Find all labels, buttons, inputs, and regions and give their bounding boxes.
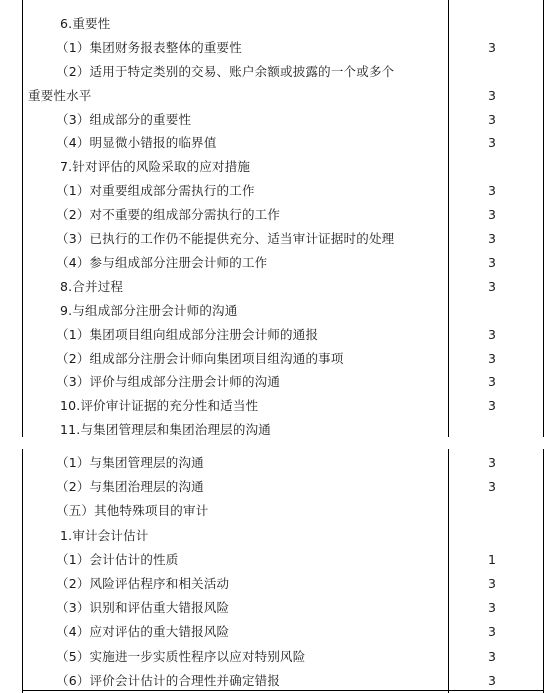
row-score: 3	[488, 648, 496, 664]
row-text: （2）组成部分注册会计师向集团项目组沟通的事项	[56, 350, 344, 366]
table-row	[0, 179, 549, 203]
table-row	[0, 299, 549, 323]
row-text: （2）适用于特定类别的交易、账户余额或披露的一个或多个	[56, 63, 395, 79]
row-text: （1）对重要组成部分需执行的工作	[56, 183, 255, 199]
row-score: 3	[488, 111, 496, 127]
row-score: 3	[488, 398, 496, 414]
row-text: （3）识别和评估重大错报风险	[56, 600, 230, 616]
table-row	[0, 645, 549, 669]
row-text: （3）已执行的工作仍不能提供充分、适当审计证据时的处理	[56, 231, 395, 246]
table-row	[0, 347, 549, 371]
table-row	[0, 620, 549, 644]
table-row	[0, 370, 549, 394]
table-row	[0, 418, 549, 437]
table-row	[0, 36, 549, 60]
table-row	[0, 203, 549, 227]
row-score: 3	[488, 600, 496, 616]
row-score: 3	[488, 183, 496, 199]
table-row	[0, 155, 549, 179]
row-text: 1.审计会计估计	[60, 527, 149, 543]
row-score: 3	[488, 624, 496, 640]
row-score: 1	[488, 551, 496, 567]
row-score: 3	[488, 207, 496, 223]
row-score: 3	[488, 39, 496, 55]
row-text: （2）与集团治理层的沟通	[56, 479, 204, 495]
row-score: 3	[488, 326, 496, 342]
table-row	[0, 548, 549, 572]
row-score: 3	[488, 374, 496, 390]
row-score: 3	[488, 278, 496, 294]
row-score: 3	[488, 479, 496, 495]
table-row	[0, 669, 549, 693]
row-text: 10.评价审计证据的充分性和适当性	[60, 398, 259, 414]
row-text: （4）明显微小错报的临界值	[56, 135, 217, 151]
row-text: （3）评价与组成部分注册会计师的沟通	[56, 374, 281, 390]
table-row	[0, 0, 549, 12]
table-row	[0, 451, 549, 475]
row-text: （4）应对评估的重大错报风险	[56, 624, 230, 640]
table-row	[0, 572, 549, 596]
row-text: 重要性水平	[28, 87, 92, 103]
row-text: 11.与集团管理层和集团治理层的沟通	[60, 422, 271, 437]
table-row	[0, 275, 549, 299]
table-row	[0, 60, 549, 84]
row-score: 3	[488, 455, 496, 470]
table-row	[0, 84, 549, 108]
row-text: （5）实施进一步实质性程序以应对特别风险	[56, 648, 306, 664]
row-score: 3	[488, 576, 496, 591]
table-row	[0, 475, 549, 499]
row-text: （1）集团财务报表整体的重要性	[56, 39, 242, 55]
row-score: 3	[488, 672, 496, 688]
row-score: 3	[488, 254, 496, 270]
table-row	[0, 12, 549, 36]
row-text: （五）其他特殊项目的审计	[56, 503, 209, 519]
row-text: （1）与集团管理层的沟通	[56, 455, 204, 470]
table-row	[0, 227, 549, 251]
table-row	[0, 323, 549, 347]
row-score: 3	[488, 350, 496, 366]
row-text: （2）对不重要的组成部分需执行的工作	[56, 207, 281, 223]
row-text: （4）参与组成部分注册会计师的工作	[56, 254, 268, 270]
table-row	[0, 251, 549, 275]
row-text: （3）组成部分的重要性	[56, 111, 192, 127]
table-bottom-section	[0, 449, 549, 693]
table-row	[0, 108, 549, 132]
row-text: （6）评价会计估计的合理性并确定错报	[56, 672, 281, 688]
table-row	[0, 394, 549, 418]
row-text: 7.针对评估的风险采取的应对措施	[60, 159, 251, 175]
table-row	[0, 596, 549, 620]
table-row	[0, 524, 549, 548]
table-row	[0, 499, 549, 523]
table-row	[0, 131, 549, 155]
row-text: （1）集团项目组向组成部分注册会计师的通报	[56, 326, 319, 342]
row-score: 3	[488, 135, 496, 151]
row-text: （1）会计估计的性质	[56, 551, 179, 567]
row-score: 3	[488, 87, 496, 103]
row-text: （2）风险评估程序和相关活动	[56, 576, 230, 591]
row-text: 9.与组成部分注册会计师的沟通	[60, 302, 238, 318]
row-text: 8.合并过程	[60, 278, 124, 294]
row-text: 6.重要性	[60, 15, 111, 31]
row-score: 3	[488, 231, 496, 246]
